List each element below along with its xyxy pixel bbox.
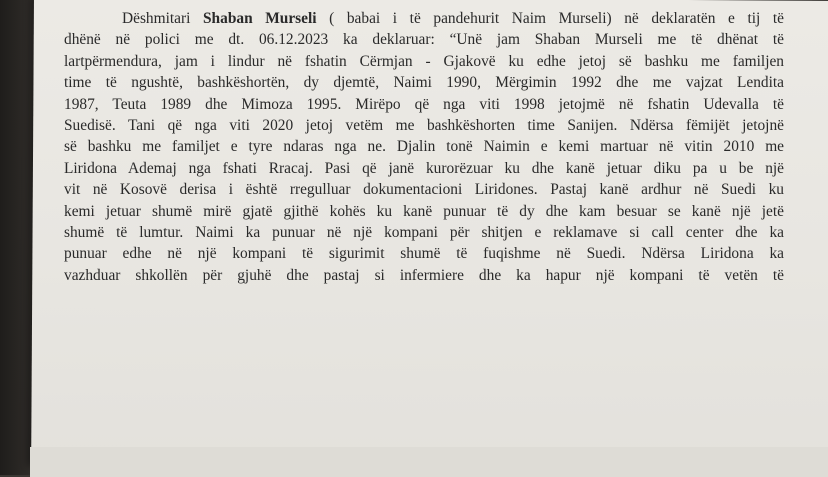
text-line: kemi jetuar shumë mirë gjatë gjithë kohës ku kanë punuar të dy dhe kam besuar se kanë një jetë [64, 202, 784, 220]
text-line: 1987, Teuta 1989 dhe Mimoza 1995. Mirëpo që nga viti 1998 jetojmë në fshatin Udevalla të [64, 95, 784, 113]
document-body [64, 8, 784, 286]
text-line: Suedisë. Tani që nga viti 2020 jetoj vetëm me bashkëshorten time Sanijen. Ndërsa fëmijët jetojnë [64, 117, 784, 135]
text-line: vazhduar shkollën për gjuhë dhe pastaj si infermiere dhe ka hapur një kompani të vetën të [64, 266, 784, 284]
text-line: vit në Kosovë derisa i është rregulluar dokumentacioni Liridones. Pastaj kanë ardhur në Suedi ku [64, 181, 784, 199]
text-line: Dëshmitari Shaban Murseli ( babai i të pandehurit Naim Murseli) në deklaratën e tij të [122, 10, 784, 27]
witness-name: Shaban Murseli [203, 10, 317, 27]
text-line: punuar edhe në një kompani të sigurimit shumë të fuqishme në Suedi. Ndërsa Liridona ka [64, 245, 784, 263]
page-bottom-edge [30, 447, 828, 477]
text-line: dhënë në polici me dt. 06.12.2023 ka deklaruar: “Unë jam Shaban Murseli me të dhënat të [64, 31, 784, 49]
text-line: lartpërmendura, jam i lindur në fshatin Cërmjan - Gjakovë ku edhe jetoj së bashku me familjen [64, 52, 784, 70]
text-line: time të ngushtë, bashkëshortën, dy djemtë, Naimi 1990, Mërgimin 1992 dhe me vajzat Lendita [64, 74, 784, 92]
text-line: Liridona Ademaj nga fshati Rracaj. Pasi që janë kurorëzuar ku dhe kanë jetuar diku pa u be një [64, 159, 784, 177]
text-line: së bashku me familjet e tyre ndaras nga ne. Djalin tonë Naimin e kemi martuar në vitin 2010 me [64, 138, 784, 156]
text-line: shumë të lumtur. Naimi ka punuar në një kompani për shitjen e reklamave si call center dhe ka [64, 224, 784, 242]
